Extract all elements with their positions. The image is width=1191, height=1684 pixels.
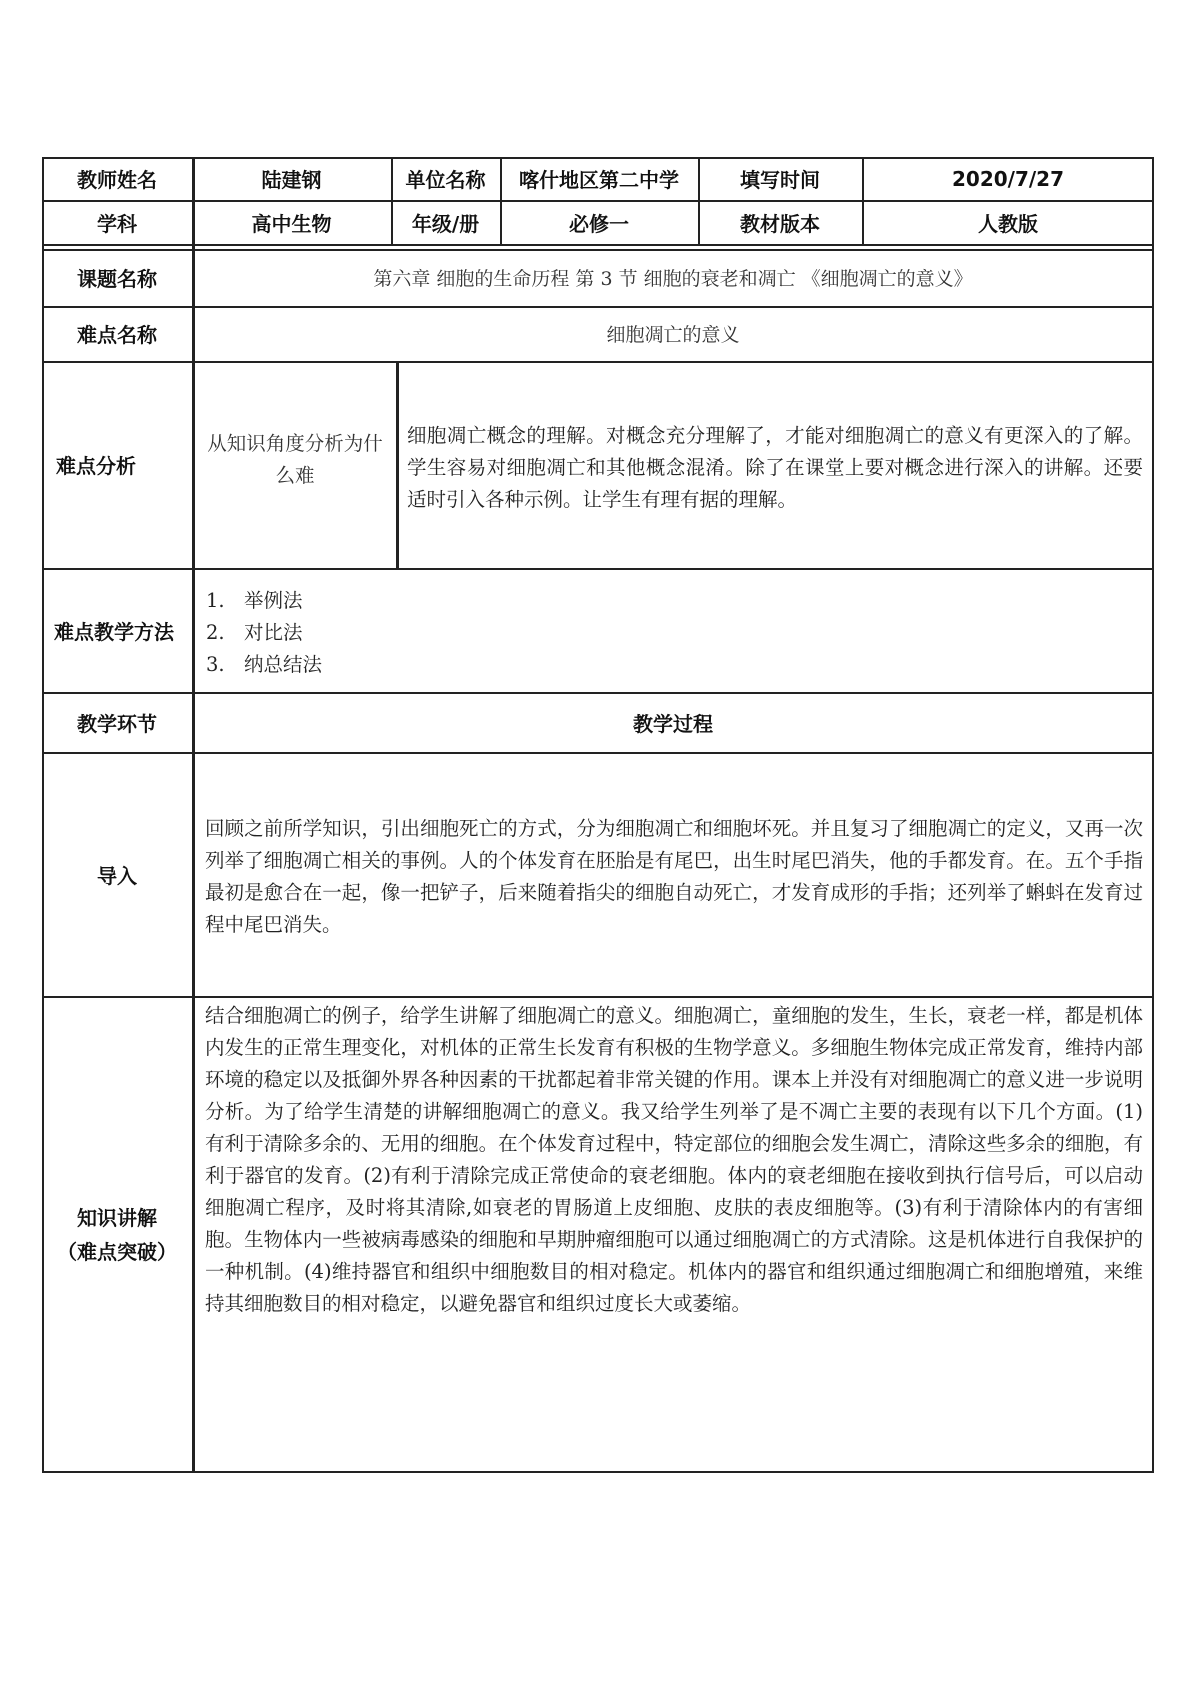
intro-text: 回顾之前所学知识，引出细胞死亡的方式，分为细胞凋亡和细胞坏死。并且复习了细胞凋亡的定义，又再一次列举了细胞凋亡相关的事例。人的个体发育在胚胎是有尾巴，出生时尾巴消失，他的手都发育。在。五个手指最初是愈合在一起，像一把铲子，后来随着指尖的细胞自动死亡，才发育成形的手指；还列举了蝌蚪在发育过程中尾巴消失。 [205,817,1143,936]
teacher-name-label: 教师姓名 [77,168,157,192]
topic-value: 第六章 细胞的生命历程 第 3 节 细胞的衰老和凋亡 《细胞凋亡的意义》 [373,268,973,290]
list-item: 3. 纳总结法 [206,653,323,676]
list-item: 2. 对比法 [206,621,303,644]
grade-label: 年级/册 [411,211,480,236]
list-item: 1. 举例法 [206,589,303,612]
edition-label: 教材版本 [740,211,820,236]
unit-name-label: 单位名称 [405,168,486,192]
knowledge-label-line1: 知识讲解 [77,1205,157,1230]
intro-label: 导入 [97,863,137,888]
knowledge-label-line2: （难点突破） [57,1239,177,1264]
row-divider [42,996,1154,998]
knowledge-label [42,996,192,1473]
difficulty-value: 细胞凋亡的意义 [606,324,740,346]
analysis-label: 难点分析 [56,454,136,478]
row-divider [42,244,1154,246]
knowledge-text: 结合细胞凋亡的例子，给学生讲解了细胞凋亡的意义。细胞凋亡，童细胞的发生，生长，衰老一样，都是机体内发生的正常生理变化，对机体的正常生长发育有积极的生物学意义。多细胞生物体完成正常发育，维持内部环境的稳定以及抵御外界各种因素的干扰都起着非常关键的作用。课本上并没有对细胞凋亡的意义进一步说明分析。为了给学生清楚的讲解细胞凋亡的意义。我又给学生列举了是不凋亡主要的表现有以下几个方面。(1)有利于清除多余的、无用的细胞。在个体发育过程中，特定部位的细胞会发生凋亡，清除这些多余的细胞，有利于器官的发育。(2)有利于清除完成正常使命的衰老细胞。体内的衰老细胞在接收到执行信号后，可以启动细胞凋亡程序，及时将其清除,如衰老的胃肠道上皮细胞、皮肤的表皮细胞等。(3)有利于清除体内的有害细胞。生物体内一些被病毒感染的细胞和早期肿瘤细胞可以通过细胞凋亡的方式清除。这是机体进行自我保护的一种机制。(4)维持器官和组织中细胞数目的相对稳定。机体内的器官和组织通过细胞凋亡和细胞增殖，来维持其细胞数目的相对稳定，以避免器官和组织过度长大或萎缩。 [205,1004,1143,1315]
methods-list [206,585,322,681]
topic-label: 课题名称 [77,267,157,291]
unit-name-value: 喀什地区第二中学 [519,168,679,192]
fill-date-value: 2020/7/27 [951,166,1065,191]
fill-date-label: 填写时间 [740,168,820,192]
teaching-process-header: 教学过程 [633,711,713,736]
row-divider [42,361,1154,363]
teacher-name-value: 陆建钢 [261,168,322,192]
teaching-stage-label: 教学环节 [77,711,157,736]
grade-value: 必修一 [569,211,629,236]
column-divider [396,361,399,568]
difficulty-label: 难点名称 [77,323,157,347]
subject-label: 学科 [97,211,137,236]
analysis-text: 细胞凋亡概念的理解。对概念充分理解了，才能对细胞凋亡的意义有更深入的了解。学生容易对细胞凋亡和其他概念混淆。除了在课堂上要对概念进行深入的讲解。还要适时引入各种示例。让学生有理有据的理解。 [407,424,1143,511]
edition-value: 人教版 [978,211,1038,236]
subject-value: 高中生物 [251,211,332,236]
row-divider [42,752,1154,754]
methods-label: 难点教学方法 [54,619,174,644]
row-divider [42,568,1154,570]
analysis-sublabel: 从知识角度分析为什么难 [207,432,383,487]
